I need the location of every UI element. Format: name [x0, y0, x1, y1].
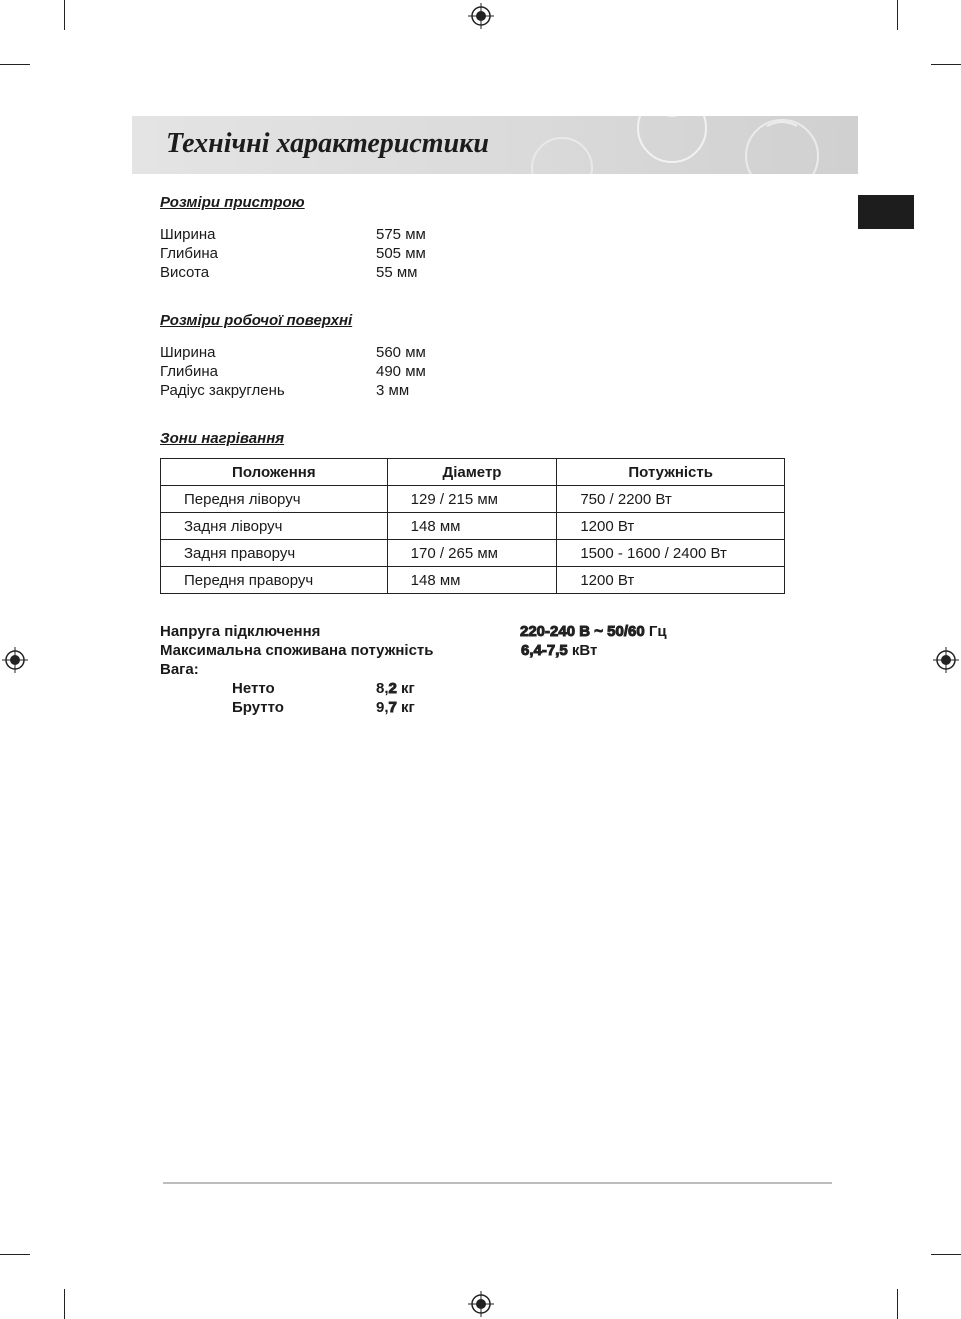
gross-weight-int: 9, — [376, 699, 389, 716]
voltage-value — [520, 623, 667, 640]
tomato-decoration-icon — [482, 116, 858, 174]
table-row — [161, 567, 785, 594]
max-power-label: Максимальна споживана потужність — [160, 642, 434, 659]
spec-value: 505 мм — [376, 245, 426, 262]
net-weight-value — [376, 680, 415, 697]
net-weight-unit: кг — [401, 680, 415, 697]
crop-mark — [931, 64, 961, 65]
crop-mark — [0, 64, 30, 65]
crop-mark — [897, 0, 898, 30]
section-title-work-surface: Розміри робочої поверхні — [160, 312, 353, 329]
spec-label: Висота — [160, 264, 210, 281]
zone-diameter: 148 мм — [387, 567, 557, 594]
zone-power: 1500 - 1600 / 2400 Вт — [557, 540, 785, 567]
registration-mark-icon — [933, 647, 959, 673]
zone-diameter: 148 мм — [387, 513, 557, 540]
gross-weight-unit: кг — [401, 699, 415, 716]
zone-power: 1200 Вт — [557, 567, 785, 594]
spec-value: 575 мм — [376, 226, 426, 243]
spec-value: 490 мм — [376, 363, 426, 380]
spec-label: Радіус закруглень — [160, 382, 285, 399]
max-power-value — [521, 642, 597, 659]
zone-position: Задня праворуч — [161, 540, 388, 567]
spec-value: 3 мм — [376, 382, 410, 399]
crop-mark — [64, 0, 65, 30]
registration-mark-icon — [468, 1291, 494, 1317]
zone-diameter: 129 / 215 мм — [387, 486, 557, 513]
crop-mark — [897, 1289, 898, 1319]
zone-diameter: 170 / 265 мм — [387, 540, 557, 567]
table-row — [161, 540, 785, 567]
page-title: Технічні характеристики — [166, 128, 489, 159]
table-header-row — [161, 459, 785, 486]
voltage-unit: Гц — [648, 623, 667, 640]
spec-value: 55 мм — [376, 264, 418, 281]
zone-position: Передня праворуч — [161, 567, 388, 594]
zone-power: 1200 Вт — [557, 513, 785, 540]
crop-mark — [0, 1254, 30, 1255]
gross-weight-label: Брутто — [232, 699, 284, 716]
spec-label: Ширина — [160, 344, 216, 361]
gross-weight-value — [376, 699, 415, 716]
section-title-device-dimensions: Розміри пристрою — [160, 194, 305, 211]
net-weight-decimal: 2 — [388, 680, 397, 697]
section-tab-marker — [858, 195, 914, 229]
voltage-number: 220-240 В ~ 50/60 — [520, 623, 645, 640]
net-weight-label: Нетто — [232, 680, 275, 697]
spec-label: Ширина — [160, 226, 216, 243]
zone-position: Задня ліворуч — [161, 513, 388, 540]
crop-mark — [64, 1289, 65, 1319]
zone-power: 750 / 2200 Вт — [557, 486, 785, 513]
spec-value: 560 мм — [376, 344, 426, 361]
heating-zones-table — [160, 458, 785, 594]
max-power-unit: кВт — [571, 642, 598, 659]
column-header: Положення — [161, 459, 388, 486]
section-title-heating-zones: Зони нагрівання — [160, 430, 285, 447]
crop-mark — [931, 1254, 961, 1255]
voltage-label: Напруга підключення — [160, 623, 321, 640]
registration-mark-icon — [468, 3, 494, 29]
footer-divider — [163, 1182, 832, 1184]
zone-position: Передня ліворуч — [161, 486, 388, 513]
header-banner — [132, 116, 858, 174]
column-header: Потужність — [557, 459, 785, 486]
spec-label: Глибина — [160, 245, 219, 262]
max-power-number: 6,4-7,5 — [521, 642, 568, 659]
weight-label: Вага: — [160, 661, 199, 678]
spec-label: Глибина — [160, 363, 219, 380]
net-weight-int: 8, — [376, 680, 389, 697]
table-row — [161, 486, 785, 513]
column-header: Діаметр — [387, 459, 557, 486]
gross-weight-decimal: 7 — [388, 699, 397, 716]
registration-mark-icon — [2, 647, 28, 673]
table-row — [161, 513, 785, 540]
